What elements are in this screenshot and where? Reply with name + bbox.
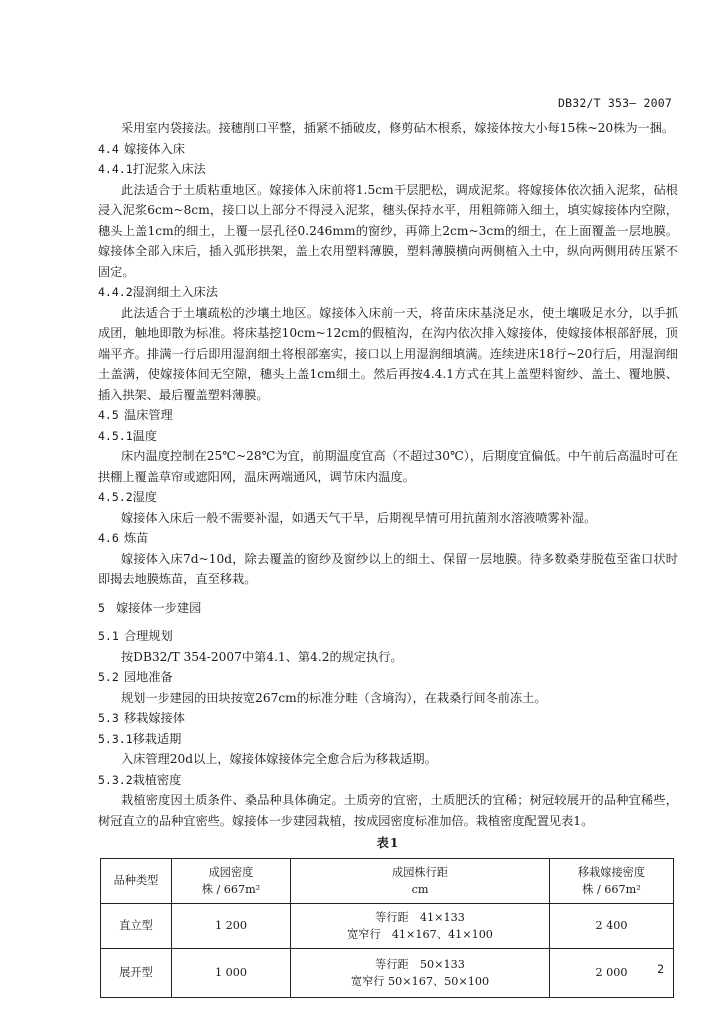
cell-transplant: 2 000 [550, 948, 674, 997]
paragraph-4-5-1: 床内温度控制在25℃~28℃为宜，前期温度宜高（不超过30℃），后期度宜偏低。中午前后高温时可在拱棚上覆盖草帘或遮阳网，温床两端通风，调节床内温度。 [98, 449, 678, 484]
intro-paragraph: 采用室内袋接法。接穗削口平整，插紧不插破皮，修剪砧木根系，嫁接体按大小每15株~20株为一捆。 [121, 121, 675, 135]
heading-5-1: 5.1 合理规划 [98, 629, 173, 643]
heading-4-5-1: 4.5.1温度 [98, 428, 157, 443]
cell-type: 展开型 [101, 948, 172, 997]
table-header-row [101, 858, 674, 903]
heading-4-5-2: 4.5.2湿度 [98, 490, 157, 504]
planting-density-table [100, 858, 674, 998]
heading-5-3: 5.3 移栽嫁接体 [98, 711, 185, 725]
heading-4-6: 4.6 炼苗 [98, 531, 149, 545]
paragraph-4-4-2: 此法适合于土壤疏松的沙壤土地区。嫁接体入床前一天，将苗床床基浇足水，使土壤吸足水分，以手抓成团，触地即散为标准。将床基挖10cm~12cm的假植沟，在沟内依次排入嫁接体，使嫁接体根部舒展，顶端平齐。排满一行后即用湿润细土将根部塞实，接口以上用湿润细填满。连续进床18行~20行后，用湿润细土盖满，使嫁接体间无空隙，穗头上盖1cm细土。然后再按4.4.1方式在其上盖塑料窗纱、盖土、覆地膜、插入拱架、最后覆盖塑料薄膜。 [98, 305, 678, 402]
paragraph-5-3-1: 入床管理20d以上，嫁接体嫁接体完全愈合后为移栽适期。 [121, 752, 437, 766]
section-gap [98, 618, 678, 626]
heading-4-4-1: 4.4.1打泥浆入床法 [98, 162, 206, 176]
heading-5-3-1: 5.3.1移栽适期 [98, 731, 182, 746]
header-cell-transplant: 移栽嫁接密度 株 / 667m² [550, 858, 674, 903]
page-content [98, 118, 678, 998]
heading-4-5: 4.5 温床管理 [98, 408, 173, 422]
section-gap [98, 590, 678, 598]
heading-4-4-2: 4.4.2湿润细土入床法 [98, 285, 218, 299]
cell-density: 1 000 [172, 948, 291, 997]
cell-spacing: 等行距 41×133 宽窄行 41×167、41×100 [291, 903, 550, 948]
cell-type: 直立型 [101, 903, 172, 948]
paragraph-5-1: 按DB32/T 354-2007中第4.1、第4.2的规定执行。 [121, 649, 403, 664]
header-cell-density: 成园密度 株 / 667m² [172, 858, 291, 903]
table-row [101, 948, 674, 997]
table-title: 表1 [376, 836, 400, 850]
paragraph-4-5-2: 嫁接体入床后一般不需要补湿，如遇天气干旱，后期视旱情可用抗菌剂水溶液喷雾补湿。 [121, 510, 597, 525]
header-cell-spacing: 成园株行距 cm [291, 858, 550, 903]
cell-density: 1 200 [172, 903, 291, 948]
heading-5-3-2: 5.3.2栽植密度 [98, 772, 182, 787]
heading-5-2: 5.2 园地准备 [98, 670, 173, 684]
paragraph-4-6: 嫁接体入床7d~10d，除去覆盖的窗纱及窗纱以上的细土、保留一层地膜。待多数桑芽脱苞至雀口状时即揭去地膜炼苗，直至移栽。 [98, 551, 678, 586]
paragraph-4-4-1: 此法适合于土质粘重地区。嫁接体入床前将1.5cm干层肥松，调成泥浆。将嫁接体依次插入泥浆，砧根浸入泥浆6cm~8cm，接口以上部分不得浸入泥浆，穗头保持水平，用粗筛筛入细土，填实嫁接体内空隙，穗头上盖1cm的细土，上覆一层孔径0.246mm的窗纱，再筛上2cm~3cm的细土，在上面覆盖一层地膜。嫁接体全部入床后，插入弧形拱架，盖上农用塑料薄膜，塑料薄膜横向两侧植入土中，纵向两侧用砖压紧不固定。 [98, 182, 678, 279]
cell-spacing: 等行距 50×133 宽窄行 50×167、50×100 [291, 948, 550, 997]
paragraph-5-2: 规划一步建园的田块按宽267cm的标准分畦（含墒沟），在栽桑行间冬前冻土。 [121, 690, 547, 705]
cell-transplant: 2 400 [550, 903, 674, 948]
paragraph-5-3-2: 栽植密度因土质条件、桑品种具体确定。土质旁的宜密，土质肥沃的宜稀；树冠较展开的品种宜稀些，树冠直立的品种宜密些。嫁接体一步建园栽植，按成园密度标准加倍。栽植密度配置见表1。 [98, 793, 678, 828]
header-cell-type: 品种类型 [101, 858, 172, 903]
page-number: 2 [657, 962, 664, 976]
table-row [101, 903, 674, 948]
heading-4-4: 4.4 嫁接体入床 [98, 141, 185, 156]
heading-5: 5 嫁接体一步建园 [98, 600, 202, 615]
standard-number: DB32/T 353— 2007 [558, 96, 672, 110]
